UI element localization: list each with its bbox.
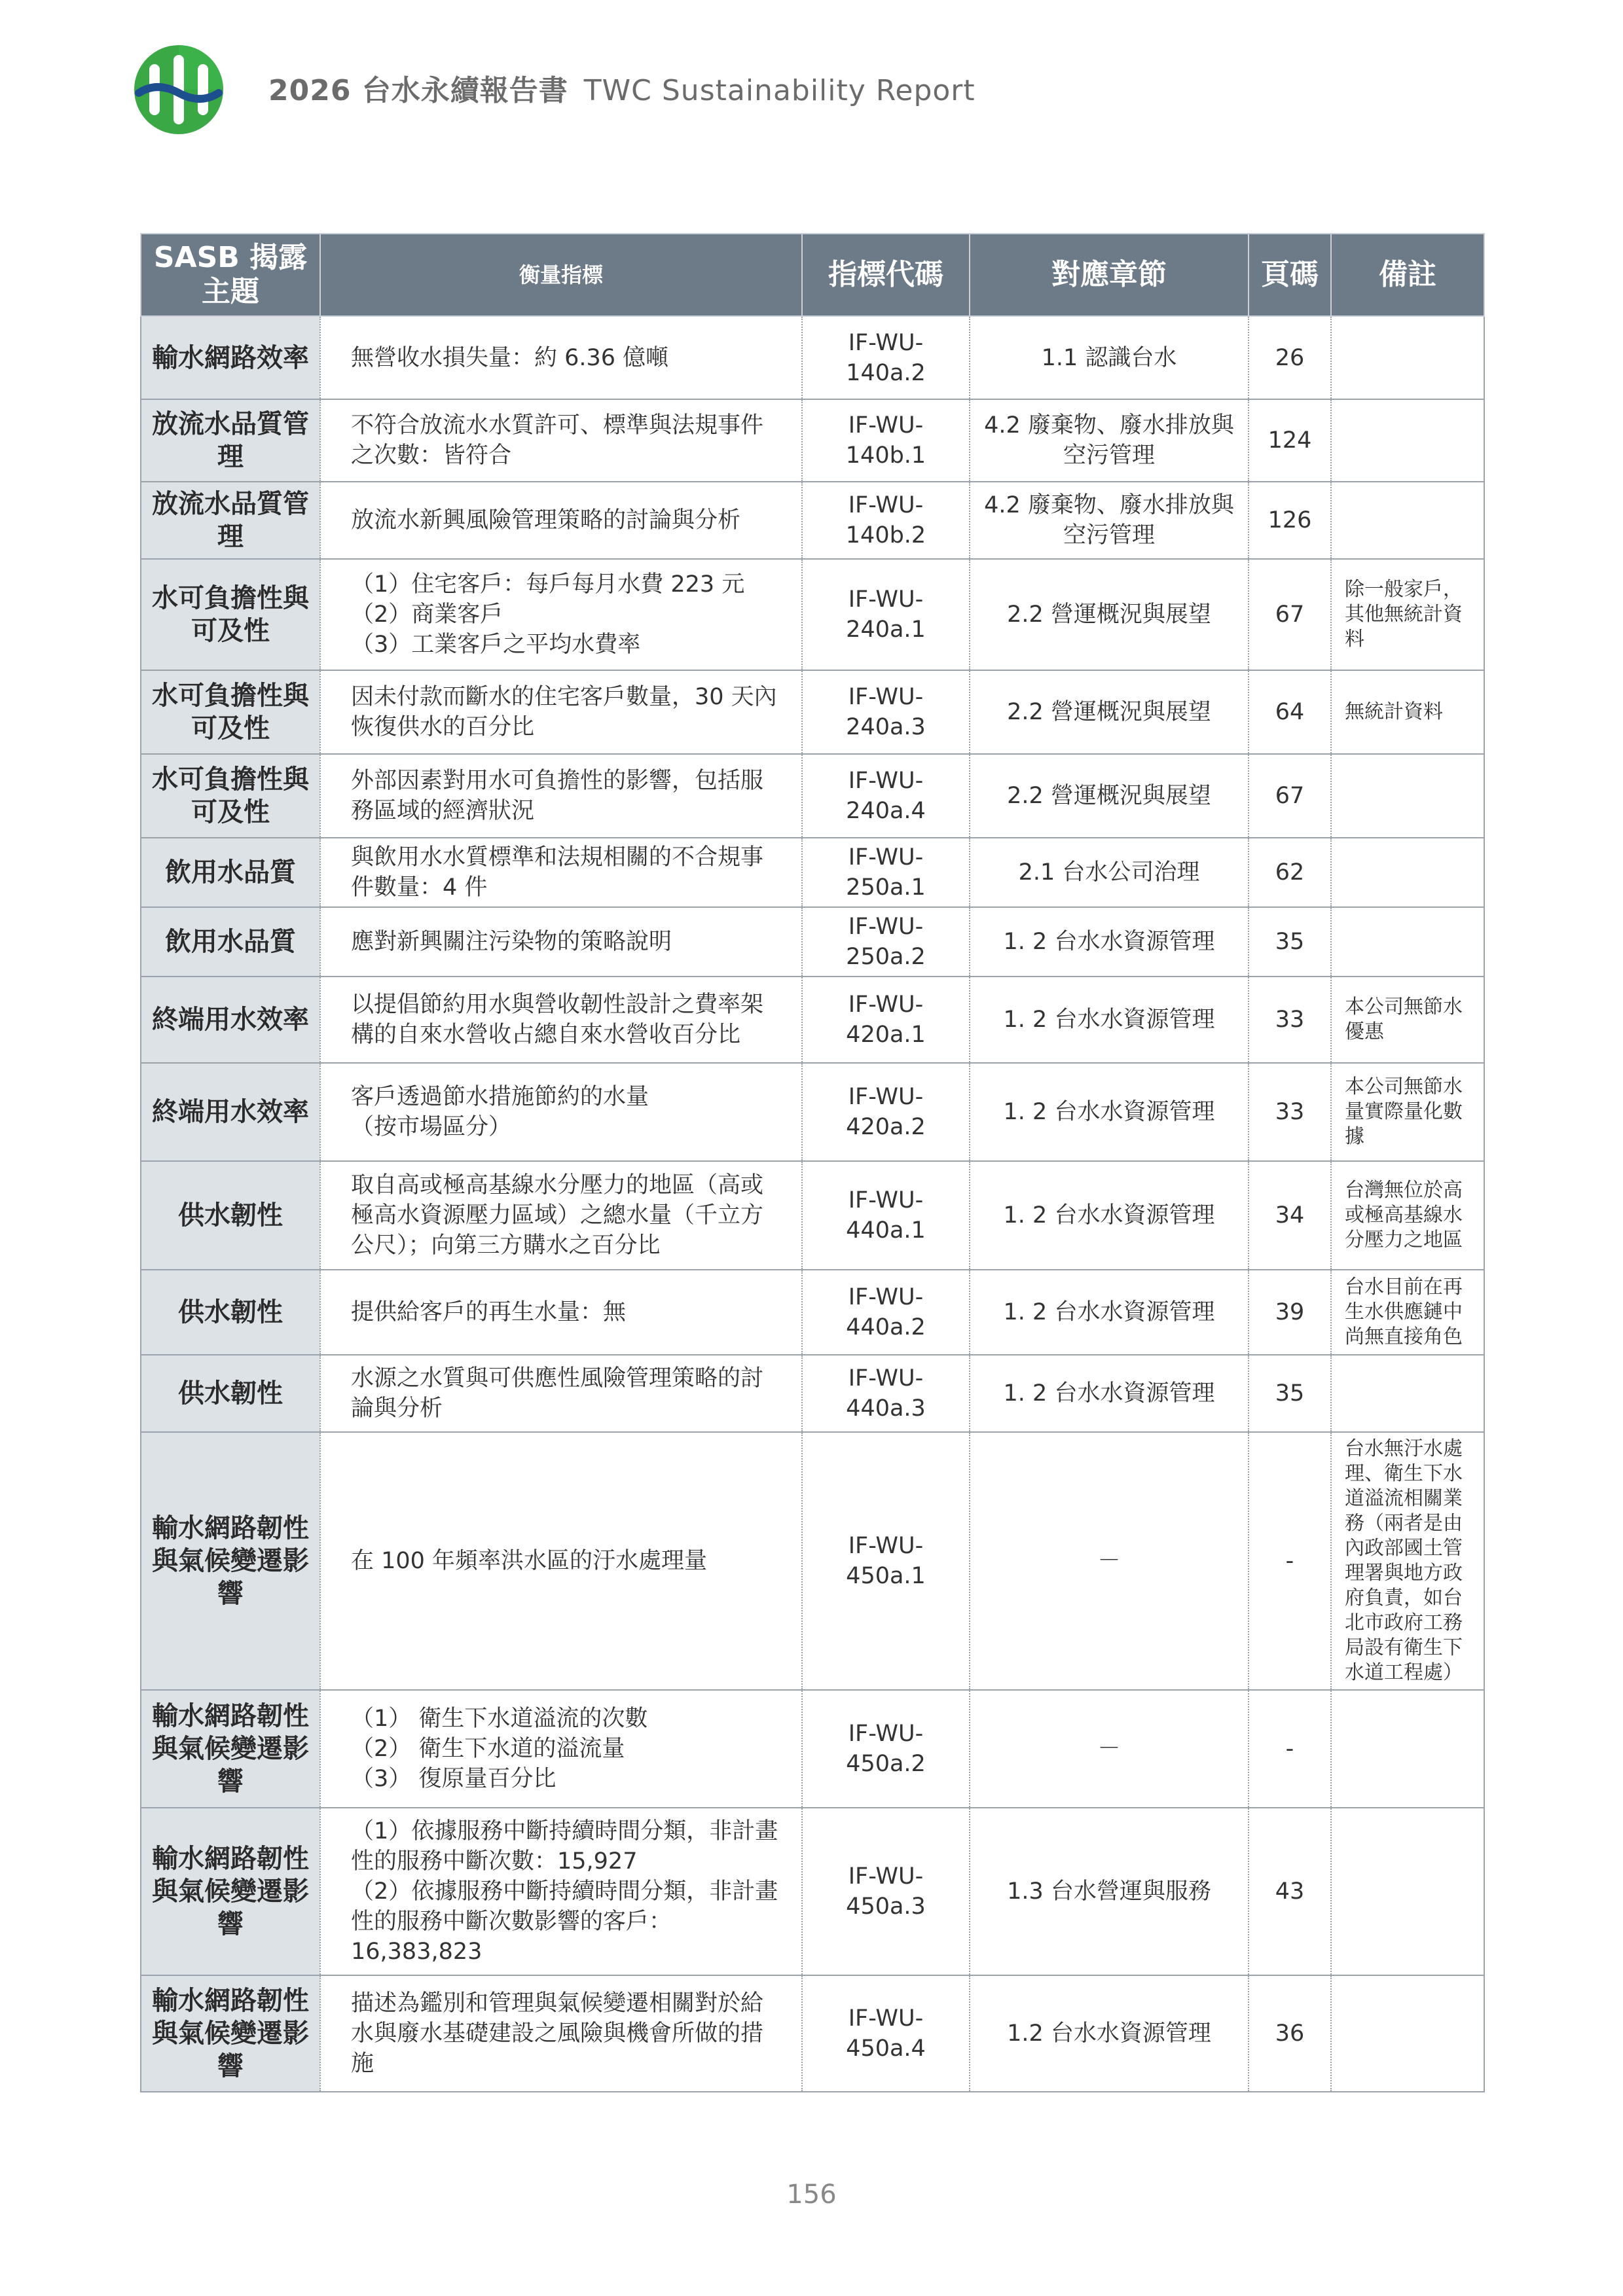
page-cell: 26 bbox=[1249, 316, 1331, 399]
table-row bbox=[141, 907, 1484, 977]
metric-cell: （1） 衛生下水道溢流的次數 （2） 衛生下水道的溢流量 （3） 復原量百分比 bbox=[320, 1690, 802, 1808]
topic-cell: 水可負擔性與可及性 bbox=[141, 754, 320, 838]
chapter-cell: 4.2 廢棄物、廢水排放與空污管理 bbox=[970, 399, 1249, 482]
topic-cell: 放流水品質管理 bbox=[141, 482, 320, 559]
page-cell: 33 bbox=[1249, 977, 1331, 1063]
code-cell: IF-WU-140a.2 bbox=[802, 316, 970, 399]
chapter-cell: 1. 2 台水水資源管理 bbox=[970, 1355, 1249, 1432]
metric-cell: 以提倡節約用水與營收韌性設計之費率架構的自來水營收占總自來水營收百分比 bbox=[320, 977, 802, 1063]
report-title bbox=[268, 68, 976, 114]
metric-cell: 不符合放流水水質許可、標準與法規事件之次數：皆符合 bbox=[320, 399, 802, 482]
code-cell: IF-WU-440a.3 bbox=[802, 1355, 970, 1432]
table-row bbox=[141, 399, 1484, 482]
page-cell: - bbox=[1249, 1690, 1331, 1808]
topic-cell: 終端用水效率 bbox=[141, 977, 320, 1063]
code-cell: IF-WU-450a.2 bbox=[802, 1690, 970, 1808]
metric-cell: 應對新興關注污染物的策略說明 bbox=[320, 907, 802, 977]
topic-cell: 輸水網路韌性與氣候變遷影響 bbox=[141, 1432, 320, 1690]
page-cell: 36 bbox=[1249, 1975, 1331, 2092]
report-title-en: TWC Sustainability Report bbox=[583, 74, 976, 107]
page-cell: 124 bbox=[1249, 399, 1331, 482]
report-header bbox=[131, 42, 1309, 140]
note-cell: 本公司無節水量實際量化數據 bbox=[1331, 1063, 1484, 1161]
chapter-cell: － bbox=[970, 1690, 1249, 1808]
topic-cell: 供水韌性 bbox=[141, 1355, 320, 1432]
table-row bbox=[141, 559, 1484, 670]
metric-cell: 取自高或極高基線水分壓力的地區（高或極高水資源壓力區域）之總水量（千立方公尺）；向第三方購水之百分比 bbox=[320, 1161, 802, 1270]
metric-cell: 因未付款而斷水的住宅客戶數量，30 天內恢復供水的百分比 bbox=[320, 670, 802, 754]
code-cell: IF-WU-140b.1 bbox=[802, 399, 970, 482]
code-cell: IF-WU-250a.2 bbox=[802, 907, 970, 977]
note-cell bbox=[1331, 1690, 1484, 1808]
header-page: 頁碼 bbox=[1249, 234, 1331, 316]
metric-cell: 外部因素對用水可負擔性的影響，包括服務區域的經濟狀況 bbox=[320, 754, 802, 838]
note-cell: 台灣無位於高或極高基線水分壓力之地區 bbox=[1331, 1161, 1484, 1270]
metric-cell: （1）住宅客戶：每戶每月水費 223 元 （2）商業客戶 （3）工業客戶之平均水費率 bbox=[320, 559, 802, 670]
note-cell bbox=[1331, 1355, 1484, 1432]
chapter-cell: 2.2 營運概況與展望 bbox=[970, 559, 1249, 670]
note-cell: 台水目前在再生水供應鏈中尚無直接角色 bbox=[1331, 1270, 1484, 1355]
header-note: 備註 bbox=[1331, 234, 1484, 316]
page-cell: 34 bbox=[1249, 1161, 1331, 1270]
table-header-row bbox=[141, 234, 1484, 316]
code-cell: IF-WU-140b.2 bbox=[802, 482, 970, 559]
chapter-cell: 1. 2 台水水資源管理 bbox=[970, 977, 1249, 1063]
topic-cell: 輸水網路韌性與氣候變遷影響 bbox=[141, 1690, 320, 1808]
header-metric: 衡量指標 bbox=[320, 234, 802, 316]
chapter-cell: 2.2 營運概況與展望 bbox=[970, 754, 1249, 838]
topic-cell: 放流水品質管理 bbox=[141, 399, 320, 482]
metric-cell: 無營收水損失量：約 6.36 億噸 bbox=[320, 316, 802, 399]
note-cell: 本公司無節水優惠 bbox=[1331, 977, 1484, 1063]
page-number: 156 bbox=[786, 2179, 837, 2210]
page-cell: 35 bbox=[1249, 1355, 1331, 1432]
page-cell: 67 bbox=[1249, 559, 1331, 670]
table-row bbox=[141, 1808, 1484, 1975]
code-cell: IF-WU-450a.1 bbox=[802, 1432, 970, 1690]
table-row bbox=[141, 1432, 1484, 1690]
topic-cell: 飲用水品質 bbox=[141, 838, 320, 907]
table-row bbox=[141, 1270, 1484, 1355]
note-cell bbox=[1331, 907, 1484, 977]
code-cell: IF-WU-420a.2 bbox=[802, 1063, 970, 1161]
note-cell bbox=[1331, 838, 1484, 907]
note-cell bbox=[1331, 316, 1484, 399]
page-cell: 64 bbox=[1249, 670, 1331, 754]
code-cell: IF-WU-440a.1 bbox=[802, 1161, 970, 1270]
topic-cell: 水可負擔性與可及性 bbox=[141, 670, 320, 754]
topic-cell: 飲用水品質 bbox=[141, 907, 320, 977]
table-row bbox=[141, 670, 1484, 754]
topic-cell: 輸水網路韌性與氣候變遷影響 bbox=[141, 1808, 320, 1975]
note-cell bbox=[1331, 754, 1484, 838]
page-cell: 43 bbox=[1249, 1808, 1331, 1975]
metric-cell: 提供給客戶的再生水量：無 bbox=[320, 1270, 802, 1355]
code-cell: IF-WU-240a.3 bbox=[802, 670, 970, 754]
code-cell: IF-WU-240a.4 bbox=[802, 754, 970, 838]
metric-cell: 放流水新興風險管理策略的討論與分析 bbox=[320, 482, 802, 559]
code-cell: IF-WU-440a.2 bbox=[802, 1270, 970, 1355]
table-row bbox=[141, 977, 1484, 1063]
page-cell: 39 bbox=[1249, 1270, 1331, 1355]
page-cell: - bbox=[1249, 1432, 1331, 1690]
chapter-cell: 4.2 廢棄物、廢水排放與空污管理 bbox=[970, 482, 1249, 559]
table-row bbox=[141, 1690, 1484, 1808]
metric-cell: 水源之水質與可供應性風險管理策略的討論與分析 bbox=[320, 1355, 802, 1432]
note-cell: 無統計資料 bbox=[1331, 670, 1484, 754]
page-cell: 126 bbox=[1249, 482, 1331, 559]
table-row bbox=[141, 482, 1484, 559]
note-cell bbox=[1331, 1975, 1484, 2092]
table-body bbox=[141, 316, 1484, 2092]
metric-cell: 描述為鑑別和管理與氣候變遷相關對於給水與廢水基礎建設之風險與機會所做的措施 bbox=[320, 1975, 802, 2092]
code-cell: IF-WU-420a.1 bbox=[802, 977, 970, 1063]
metric-cell: 在 100 年頻率洪水區的汙水處理量 bbox=[320, 1432, 802, 1690]
table-row bbox=[141, 316, 1484, 399]
table-row bbox=[141, 1975, 1484, 2092]
page-cell: 33 bbox=[1249, 1063, 1331, 1161]
topic-cell: 水可負擔性與可及性 bbox=[141, 559, 320, 670]
chapter-cell: 1.1 認識台水 bbox=[970, 316, 1249, 399]
code-cell: IF-WU-240a.1 bbox=[802, 559, 970, 670]
header-topic: SASB 揭露主題 bbox=[141, 234, 320, 316]
chapter-cell: 1.3 台水營運與服務 bbox=[970, 1808, 1249, 1975]
chapter-cell: 1. 2 台水水資源管理 bbox=[970, 1063, 1249, 1161]
note-cell bbox=[1331, 1808, 1484, 1975]
topic-cell: 供水韌性 bbox=[141, 1270, 320, 1355]
header-code: 指標代碼 bbox=[802, 234, 970, 316]
report-title-zh: 2026 台水永續報告書 bbox=[268, 74, 568, 107]
page-cell: 62 bbox=[1249, 838, 1331, 907]
table-row bbox=[141, 838, 1484, 907]
table-row bbox=[141, 1161, 1484, 1270]
page-cell: 35 bbox=[1249, 907, 1331, 977]
metric-cell: （1）依據服務中斷持續時間分類，非計畫性的服務中斷次數：15,927 （2）依據服務中斷持續時間分類，非計畫性的服務中斷次數影響的客戶：16,383,823 bbox=[320, 1808, 802, 1975]
page-cell: 67 bbox=[1249, 754, 1331, 838]
chapter-cell: 2.1 台水公司治理 bbox=[970, 838, 1249, 907]
note-cell bbox=[1331, 482, 1484, 559]
metric-cell: 客戶透過節水措施節約的水量 （按市場區分） bbox=[320, 1063, 802, 1161]
chapter-cell: 1. 2 台水水資源管理 bbox=[970, 1161, 1249, 1270]
topic-cell: 供水韌性 bbox=[141, 1161, 320, 1270]
topic-cell: 輸水網路效率 bbox=[141, 316, 320, 399]
chapter-cell: 2.2 營運概況與展望 bbox=[970, 670, 1249, 754]
code-cell: IF-WU-250a.1 bbox=[802, 838, 970, 907]
note-cell: 除一般家戶，其他無統計資料 bbox=[1331, 559, 1484, 670]
note-cell: 台水無汙水處理、衛生下水道溢流相關業務（兩者是由內政部國土管理署與地方政府負責，如台北市政府工務局設有衛生下水道工程處） bbox=[1331, 1432, 1484, 1690]
twc-logo-icon bbox=[131, 42, 227, 137]
topic-cell: 終端用水效率 bbox=[141, 1063, 320, 1161]
topic-cell: 輸水網路韌性與氣候變遷影響 bbox=[141, 1975, 320, 2092]
table-row bbox=[141, 1355, 1484, 1432]
chapter-cell: 1.2 台水水資源管理 bbox=[970, 1975, 1249, 2092]
table-row bbox=[141, 1063, 1484, 1161]
chapter-cell: 1. 2 台水水資源管理 bbox=[970, 1270, 1249, 1355]
chapter-cell: － bbox=[970, 1432, 1249, 1690]
sasb-index-table bbox=[140, 233, 1485, 2092]
table-row bbox=[141, 754, 1484, 838]
code-cell: IF-WU-450a.4 bbox=[802, 1975, 970, 2092]
metric-cell: 與飲用水水質標準和法規相關的不合規事件數量：4 件 bbox=[320, 838, 802, 907]
code-cell: IF-WU-450a.3 bbox=[802, 1808, 970, 1975]
chapter-cell: 1. 2 台水水資源管理 bbox=[970, 907, 1249, 977]
header-chapter: 對應章節 bbox=[970, 234, 1249, 316]
note-cell bbox=[1331, 399, 1484, 482]
